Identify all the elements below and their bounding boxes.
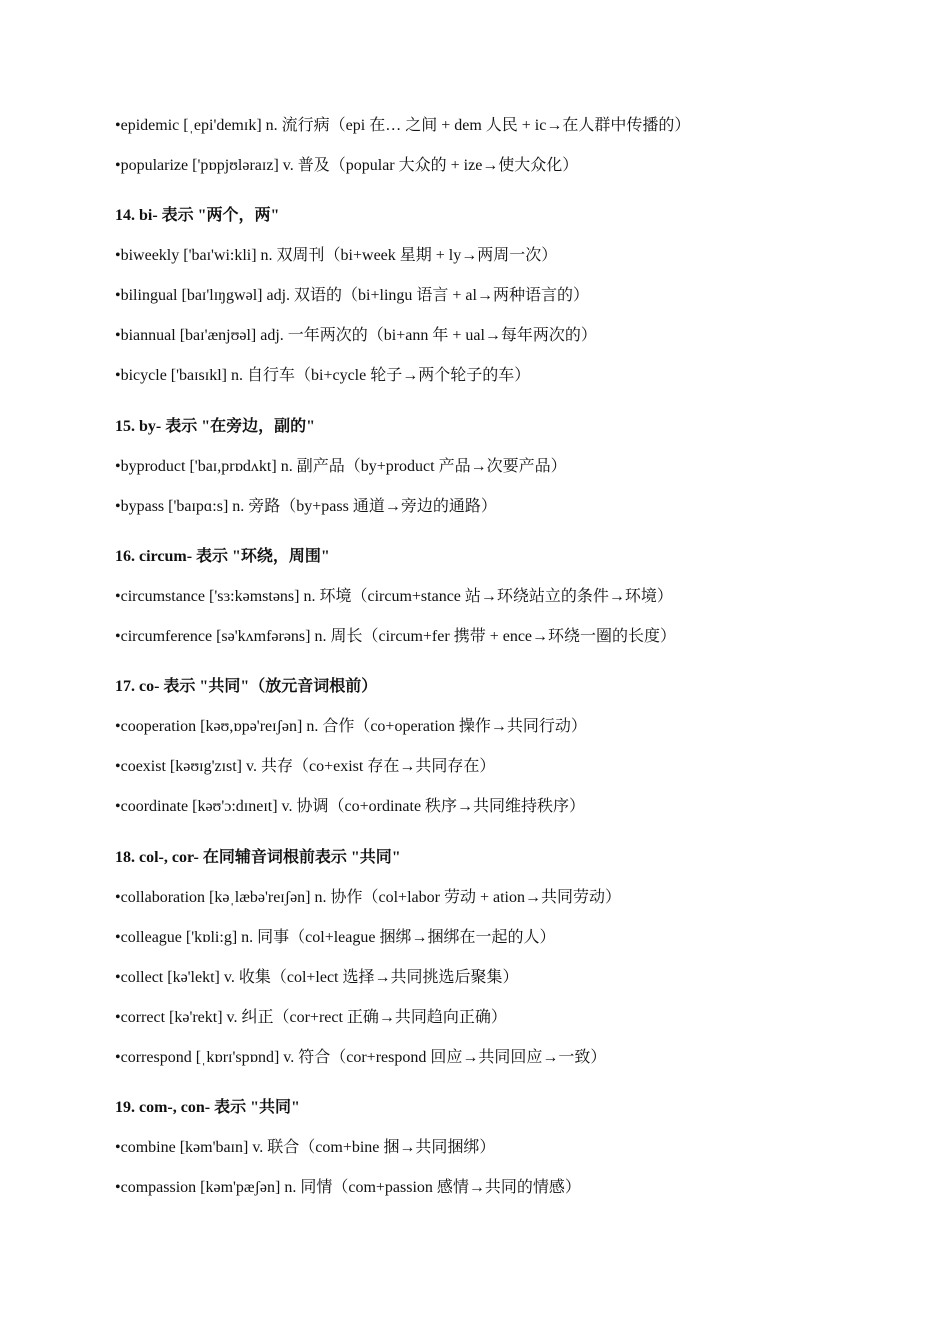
- entry-compassion: •compassion [kəm'pæʃən] n. 同情（com+passion 感情→共同的情感）: [115, 1179, 581, 1196]
- entry-colleague: •colleague ['kɒli:g] n. 同事（col+league 捆绑→捆绑在一起的人）: [115, 929, 556, 946]
- entry-combine: •combine [kəm'baɪn] v. 联合（com+bine 捆→共同捆绑）: [115, 1139, 496, 1156]
- section-heading-col-cor: 18. col-, cor- 在同辅音词根前表示 "共同": [115, 849, 401, 866]
- entry-coordinate: •coordinate [kəʊ'ɔ:dɪneɪt] v. 协调（co+ordinate 秩序→共同维持秩序）: [115, 798, 586, 815]
- entry-byproduct: •byproduct ['baɪ,prɒdʌkt] n. 副产品（by+product 产品→次要产品）: [115, 458, 567, 475]
- entry-correct: •correct [kə'rekt] v. 纠正（cor+rect 正确→共同趋向正确）: [115, 1009, 507, 1026]
- entry-correspond: •correspond [ˌkɒrɪ'spɒnd] v. 符合（cor+respond 回应→共同回应→一致）: [115, 1049, 607, 1066]
- section-heading-com-con: 19. com-, con- 表示 "共同": [115, 1099, 300, 1116]
- entry-circumference: •circumference [sə'kʌmfərəns] n. 周长（circum+fer 携带 + ence→环绕一圈的长度）: [115, 628, 677, 645]
- entry-bypass: •bypass ['baɪpɑ:s] n. 旁路（by+pass 通道→旁边的通路）: [115, 498, 497, 515]
- entry-popularize: •popularize ['pɒpjʊləraɪz] v. 普及（popular 大众的 + ize→使大众化）: [115, 157, 579, 174]
- entry-collect: •collect [kə'lekt] v. 收集（col+lect 选择→共同挑选后聚集）: [115, 969, 519, 986]
- entry-bicycle: •bicycle ['baɪsɪkl] n. 自行车（bi+cycle 轮子→两个轮子的车）: [115, 367, 531, 384]
- entry-cooperation: •cooperation [kəʊ,ɒpə'reɪʃən] n. 合作（co+operation 操作→共同行动）: [115, 718, 587, 735]
- section-heading-by: 15. by- 表示 "在旁边，副的": [115, 418, 315, 435]
- entry-epidemic: •epidemic [ˌepi'demɪk] n. 流行病（epi 在… 之间 + dem 人民 + ic→在人群中传播的）: [115, 117, 691, 134]
- section-heading-bi: 14. bi- 表示 "两个，两": [115, 207, 280, 224]
- entry-biannual: •biannual [baɪ'ænjʊəl] adj. 一年两次的（bi+ann 年 + ual→每年两次的）: [115, 327, 597, 344]
- section-heading-circum: 16. circum- 表示 "环绕，周围": [115, 548, 330, 565]
- entry-biweekly: •biweekly ['baɪ'wi:kli] n. 双周刊（bi+week 星期 + ly→两周一次）: [115, 247, 558, 264]
- entry-circumstance: •circumstance ['sɜ:kəmstəns] n. 环境（circum+stance 站→环绕站立的条件→环境）: [115, 588, 673, 605]
- entry-coexist: •coexist [kəʊɪg'zɪst] v. 共存（co+exist 存在→共同存在）: [115, 758, 496, 775]
- section-heading-co: 17. co- 表示 "共同"（放元音词根前）: [115, 678, 378, 695]
- entry-bilingual: •bilingual [baɪ'lɪŋgwəl] adj. 双语的（bi+lingu 语言 + al→两种语言的）: [115, 287, 589, 304]
- entry-collaboration: •collaboration [kəˌlæbə'reɪʃən] n. 协作（col+labor 劳动 + ation→共同劳动）: [115, 889, 621, 906]
